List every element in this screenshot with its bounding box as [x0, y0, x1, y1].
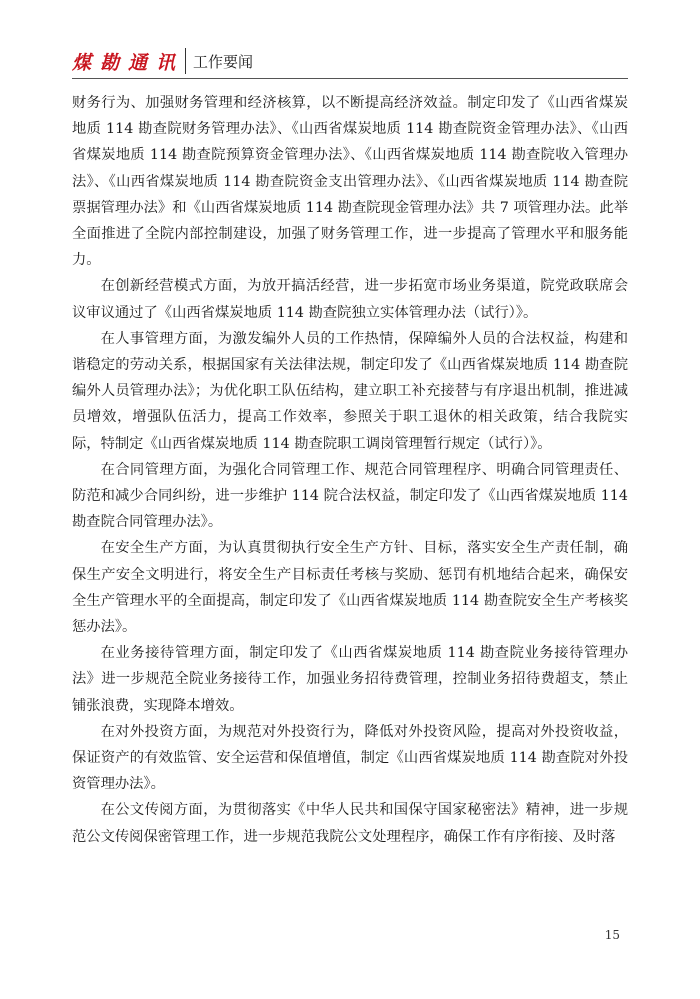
paragraph-personnel: 在人事管理方面，为激发编外人员的工作热情，保障编外人员的合法权益，构建和谐稳定的劳动关系，根据国家有关法律法规，制定印发了《山西省煤炭地质 114 勘查院编外人员管理办法》；为优化职工队伍结构，建立职工补充接替与有序退出机制，推进减员增效，增强队伍活力，提高工作效率，参照关于职工退休的相关政策，结合我院实际，特制定《山西省煤炭地质 114 勘查院职工调岗管理暂行规定（试行）》。: [72, 330, 628, 452]
header-rule: [72, 78, 628, 79]
paragraph-business-model: 在创新经营模式方面，为放开搞活经营，进一步拓宽市场业务渠道，院党政联席会议审议通过了《山西省煤炭地质 114 勘查院独立实体管理办法（试行）》。: [72, 278, 628, 321]
paragraph-documents: 在公文传阅方面，为贯彻落实《中华人民共和国保守国家秘密法》精神，进一步规范公文传阅保密管理工作，进一步规范我院公文处理程序，确保工作有序衔接、及时落: [72, 802, 628, 845]
page-number: 15: [604, 928, 620, 942]
paragraph-safety: 在安全生产方面，为认真贯彻执行安全生产方针、目标，落实安全生产责任制，确保生产安全文明进行，将安全生产目标责任考核与奖励、惩罚有机地结合起来，确保安全生产管理水平的全面提高，制定印发了《山西省煤炭地质 114 勘查院安全生产考核奖惩办法》。: [72, 540, 628, 636]
page-header: [72, 44, 628, 78]
paragraph-reception: 在业务接待管理方面，制定印发了《山西省煤炭地质 114 勘查院业务接待管理办法》进一步规范全院业务接待工作，加强业务招待费管理，控制业务招待费超支，禁止铺张浪费，实现降本增效。: [72, 645, 628, 714]
header-divider: [185, 48, 186, 74]
article-body: [72, 90, 628, 850]
brand-title: 煤勘通讯: [72, 52, 185, 74]
paragraph-finance-continued: 财务行为、加强财务管理和经济核算，以不断提高经济效益。制定印发了《山西省煤炭地质 114 勘查院财务管理办法》、《山西省煤炭地质 114 勘查院资金管理办法》、《山西省煤炭地质 114 勘查院预算资金管理办法》、《山西省煤炭地质 114 勘查院收入管理办法》、《山西省煤炭地质 114 勘查院资金支出管理办法》、《山西省煤炭地质 114 勘查院票据管理办法》和《山西省煤炭地质 114 勘查院现金管理办法》共 7 项管理办法。此举全面推进了全院内部控制建设，加强了财务管理工作，进一步提高了管理水平和服务能力。: [72, 95, 628, 269]
paragraph-contracts: 在合同管理方面，为强化合同管理工作、规范合同管理程序、明确合同管理责任、防范和减少合同纠纷，进一步维护 114 院合法权益，制定印发了《山西省煤炭地质 114 勘查院合同管理办法》。: [72, 461, 628, 531]
paragraph-investment: 在对外投资方面，为规范对外投资行为，降低对外投资风险，提高对外投资收益，保证资产的有效监管、安全运营和保值增值，制定《山西省煤炭地质 114 勘查院对外投资管理办法》。: [72, 723, 628, 793]
section-title: 工作要闻: [193, 53, 254, 71]
